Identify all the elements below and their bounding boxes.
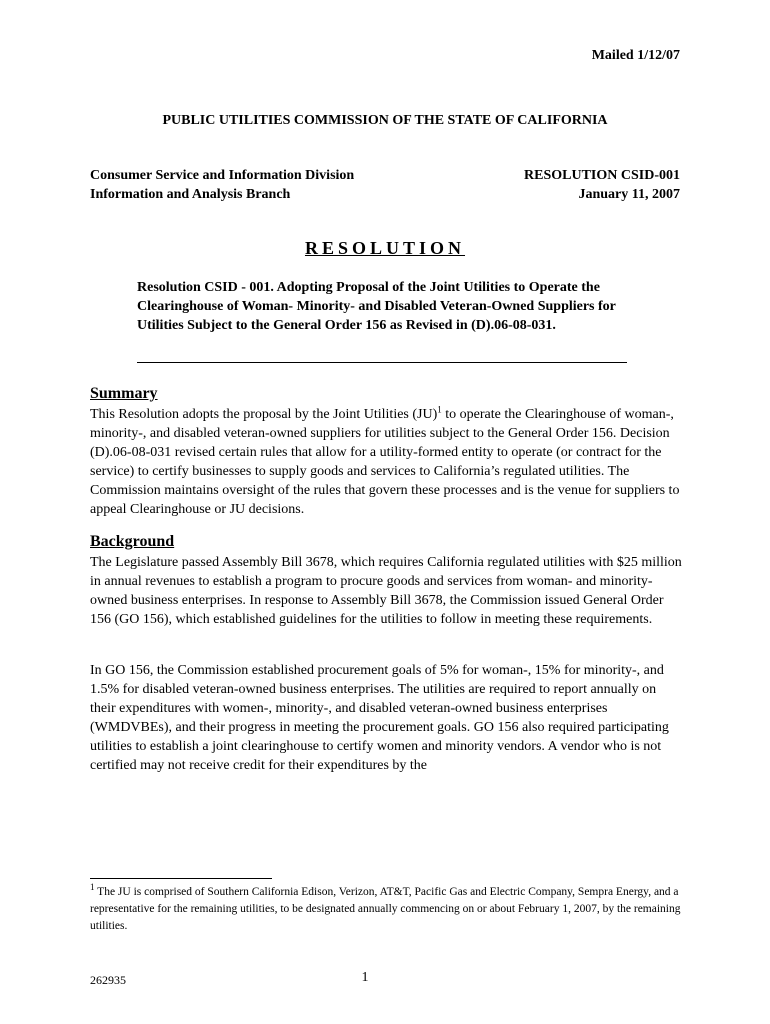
resolution-info bbox=[440, 166, 680, 204]
background-text-1: The Legislature passed Assembly Bill 3678, which requires California regulated utilities with $25 million in annual revenues to establish a program to procure goods and services from woman- and minority-owned business enterprises. In response to Assembly Bill 3678, the Commission issued General Order 156 (GO 156), which established guidelines for the utilities to follow in meeting these requirements. bbox=[90, 555, 682, 627]
summary-heading: Summary bbox=[90, 385, 158, 402]
background-text-2: In GO 156, the Commission established procurement goals of 5% for woman-, 15% for minority-, and 1.5% for disabled veteran-owned business enterprises. The utilities are required to report annually on their expenditures with women-, minority-, and disabled veteran-owned business enterprises (WMDVBEs), and their progress in meeting the procurement goals. GO 156 also required participating utilities to establish a joint clearinghouse to certify women and minority vendors. A vendor who is not certified may not receive credit for their expenditures by the bbox=[90, 663, 669, 773]
footnote-reference[interactable]: 1 bbox=[437, 404, 442, 415]
summary-text-start: This Resolution adopts the proposal by the Joint Utilities (JU) bbox=[90, 407, 438, 422]
division-block bbox=[90, 166, 354, 204]
resolution-abstract: Resolution CSID - 001. Adopting Proposal of the Joint Utilities to Operate the Clearinghouse of Woman- Minority- and Disabled Veteran-Owned Suppliers for Utilities Subject to the General Order 156 as Revised in (D).06-08-031. bbox=[137, 280, 616, 333]
background-paragraph-2 bbox=[90, 661, 682, 775]
footnote bbox=[90, 884, 682, 935]
document-title: RESOLUTION bbox=[304, 238, 466, 258]
background-heading: Background bbox=[90, 533, 175, 550]
commission-name: PUBLIC UTILITIES COMMISSION OF THE STATE OF CALIFORNIA bbox=[162, 113, 608, 128]
footnote-marker: 1 bbox=[90, 882, 95, 893]
background-paragraph-1 bbox=[90, 553, 682, 629]
summary-paragraph bbox=[90, 405, 682, 519]
summary-text-end: to operate the Clearinghouse of woman-, minority-, and disabled veteran-owned suppliers for utilities subject to the General Order 156. Decision (D).06-08-031 revised certain rules that allow for a utility-formed entity to operate (or contract for the service) to certify businesses to supply goods and services to California’s regulated utilities. The Commission maintains oversight of the rules that govern these processes and is the venue for suppliers to appeal Clearinghouse or JU decisions. bbox=[90, 407, 680, 517]
branch-name: Information and Analysis Branch bbox=[90, 187, 291, 202]
resolution-id: RESOLUTION CSID-001 bbox=[524, 168, 680, 183]
footnote-text: The JU is comprised of Southern California Edison, Verizon, AT&T, Pacific Gas and Electric Company, Sempra Energy, and a representative for the remaining utilities, to be designated annually commencing on or about February 1, 2007, by the remaining utilities. bbox=[90, 886, 681, 932]
division-name: Consumer Service and Information Division bbox=[90, 168, 355, 183]
document-number: 262935 bbox=[90, 973, 126, 987]
page-number: 1 bbox=[361, 970, 369, 985]
separator-rule bbox=[137, 362, 627, 363]
mailed-date: Mailed 1/12/07 bbox=[591, 48, 680, 63]
resolution-date: January 11, 2007 bbox=[578, 187, 680, 202]
footnote-rule bbox=[90, 878, 272, 879]
